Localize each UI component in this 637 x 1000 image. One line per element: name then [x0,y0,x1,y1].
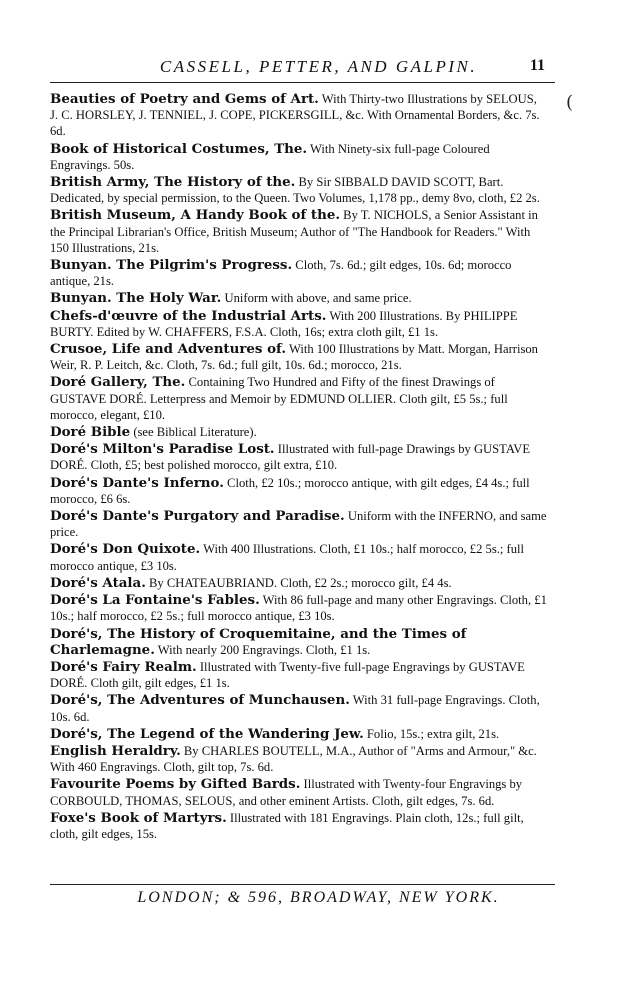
catalogue-entry [50,810,547,842]
entry-title: British Army, The History of the. [50,174,296,191]
entry-description: Illustrated with full-page Drawings by GUSTAVE DORÉ. Cloth, £5; best polished morocco, gilt extra, £10. [50,442,531,473]
catalogue-entry [50,575,547,591]
entry-description: With 86 full-page and many other Engravings. Cloth, £1 10s.; half morocco, £2 5s.; full morocco antique, £3 10s. [50,593,547,624]
catalogue-entry [50,91,547,140]
catalogue-entry [50,692,547,724]
catalogue-entry [50,541,547,573]
entry-description: With 400 Illustrations. Cloth, £1 10s.; half morocco, £2 5s.; full morocco antique, £3 10s. [50,542,525,573]
entry-title: Crusoe, Life and Adventures of. [50,341,287,358]
entry-description: Folio, 15s.; extra gilt, 21s. [366,726,500,741]
page-number: 11 [529,57,545,74]
catalogue-entry [50,441,547,473]
entry-description: By CHARLES BOUTELL, M.A., Author of "Arms and Armour," &c. With 460 Engravings. Cloth, gilt top, 7s. 6d. [50,743,537,775]
entry-title: Doré's, The Legend of the Wandering Jew. [50,725,364,742]
entry-title: Favourite Poems by Gifted Bards. [50,776,301,793]
catalogue-entry [50,308,547,340]
entry-description: Containing Two Hundred and Fifty of the finest Drawings of GUSTAVE DORÉ. Letterpress and Memoir by EDMUND OLLIER. Cloth gilt, £5 5s.; full morocco, elegant, £10. [50,375,508,422]
catalogue-entry [50,726,547,742]
entry-title: Doré's Fairy Realm. [50,658,197,675]
entry-title: Foxe's Book of Martyrs. [50,809,227,826]
entry-title: English Heraldry. [50,742,181,759]
catalogue-entry [50,374,547,423]
entry-title: Doré's Dante's Inferno. [50,474,224,491]
entry-title: Bunyan. The Pilgrim's Progress. [50,257,293,274]
entry-description: With 31 full-page Engravings. Cloth, 10s. 6d. [50,693,540,724]
entry-description: With 100 Illustrations by Matt. Morgan, Harrison Weir, R. P. Leitch, &c. Cloth, 7s. 6d.; full gilt, 10s. 6d.; morocco, 21s. [50,342,538,373]
entry-title: Doré's Dante's Purgatory and Paradise. [50,508,345,525]
entry-title: Doré's Milton's Paradise Lost. [50,441,275,458]
entry-description: Uniform with above, and same price. [224,291,412,306]
running-title: CASSELL, PETTER, AND GALPIN. [159,57,478,76]
catalogue-entry [50,424,547,440]
header-rule [50,82,555,83]
entry-title: British Museum, A Handy Book of the. [50,207,341,224]
entry-description: Cloth, 7s. 6d.; gilt edges, 10s. 6d; morocco antique, 21s. [50,258,512,289]
entry-description: By CHATEAUBRIAND. Cloth, £2 2s.; morocco gilt, £4 4s. [149,575,452,590]
entry-description: Uniform with the INFERNO, and same price. [50,509,547,540]
page-footer: LONDON; & 596, BROADWAY, NEW YORK. [137,889,500,906]
entry-description: With Ninety-six full-page Coloured Engravings. 50s. [50,141,490,172]
entry-title: Doré's La Fontaine's Fables. [50,592,260,609]
catalogue-entry [50,174,547,206]
entry-description: Illustrated with 181 Engravings. Plain cloth, 12s.; full gilt, cloth, gilt edges, 15s. [50,810,524,841]
catalogue-entry [50,257,547,289]
catalogue-entry-list [50,91,547,843]
entry-description: By T. NICHOLS, a Senior Assistant in the Principal Librarian's Office, British Museum; Author of "The Handbook for Readers." With 150 Illustrations, 21s. [50,208,538,255]
catalogue-entry [50,592,547,624]
page-header [0,57,637,81]
entry-title: Doré Gallery, The. [50,374,186,391]
catalogue-entry [50,776,547,808]
catalogue-entry [50,207,547,256]
entry-title: Doré's, The History of Croquemitaine, and the Times of Charlemagne. [50,625,467,658]
entry-description: With 200 Illustrations. By PHILIPPE BURTY. Edited by W. CHAFFERS, F.S.A. Cloth, 16s; extra cloth gilt, £1 1s. [50,308,518,339]
footer-rule [50,884,555,885]
entry-title: Bunyan. The Holy War. [50,290,222,307]
catalogue-entry [50,290,547,306]
entry-title: Doré's, The Adventures of Munchausen. [50,692,350,709]
entry-title: Doré's Atala. [50,574,146,591]
catalogue-entry [50,626,547,658]
catalogue-entry [50,141,547,173]
entry-title: Book of Historical Costumes, The. [50,140,308,157]
entry-description: Illustrated with Twenty-four Engravings by CORBOULD, THOMAS, SELOUS, and other eminent Artists. Cloth, gilt edges, 7s. 6d. [50,777,523,808]
catalogue-entry [50,475,547,507]
catalogue-entry [50,743,547,775]
entry-description: (see Biblical Literature). [133,425,257,440]
entry-description: By Sir SIBBALD DAVID SCOTT, Bart. Dedicated, by special permission, to the Queen. Two Volumes, 1,178 pp., demy 8vo, cloth, £2 2s. [50,175,540,206]
margin-bracket-mark: ( [566,92,574,113]
entry-description: Cloth, £2 10s.; morocco antique, with gilt edges, £4 4s.; full morocco, £6 6s. [50,475,530,506]
entry-description: Illustrated with Twenty-five full-page Engravings by GUSTAVE DORÉ. Cloth gilt, gilt edges, £1 1s. [50,659,525,691]
entry-description: With nearly 200 Engravings. Cloth, £1 1s. [157,642,371,657]
catalogue-entry [50,508,547,540]
entry-title: Beauties of Poetry and Gems of Art. [50,91,319,107]
entry-title: Doré Bible [50,424,131,441]
catalogue-entry [50,659,547,691]
catalogue-entry [50,341,547,373]
entry-description: With Thirty-two Illustrations by SELOUS, J. C. HORSLEY, J. TENNIEL, J. COPE, PICKERSGILL, &c. With Ornamental Borders, &c. 7s. 6d. [50,92,540,139]
entry-title: Chefs-d'œuvre of the Industrial Arts. [50,307,327,324]
entry-title: Doré's Don Quixote. [50,541,201,558]
